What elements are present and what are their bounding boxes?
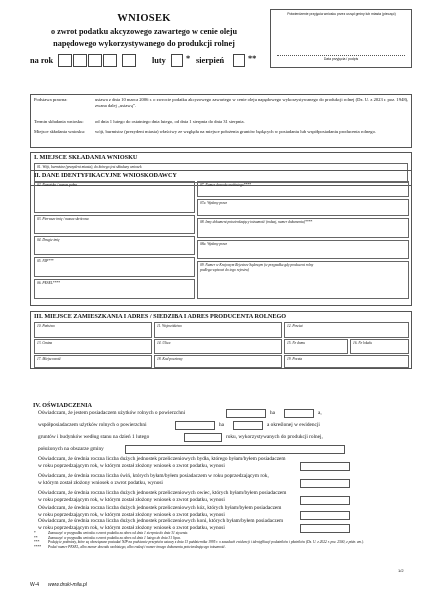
country-field[interactable] (34, 322, 152, 338)
year-digit-2[interactable] (73, 54, 87, 67)
decl-horses-line-1: Oświadczam, że średnia roczna liczba dużych jednostek przeliczeniowych koni, których byłam/byłem posiadaczem (38, 518, 284, 524)
footnote-mark: **** (34, 544, 42, 549)
cattle-count-input[interactable] (300, 462, 350, 471)
source-url: www.druki-mila.pl (48, 582, 87, 588)
locality-field[interactable] (34, 355, 152, 368)
section-1-title: I. MIEJSCE SKŁADANIA WNIOSKU (34, 154, 138, 161)
other-document-field[interactable] (197, 218, 409, 238)
krs-number-field[interactable] (197, 261, 409, 299)
decl-municipality-line: położonych na obszarze gminy (38, 446, 104, 452)
goats-count-input[interactable] (300, 511, 350, 520)
sheep-count-input[interactable] (300, 496, 350, 505)
surname-field[interactable] (34, 181, 195, 213)
decl-cattle-line-1: Oświadczam, że średnia roczna liczba dużych jednostek przeliczeniowych bydła, którego byłam/byłem posiadaczem (38, 456, 286, 462)
field-label: 02. Nazwisko / nazwa pełna (37, 183, 78, 187)
field-label: 01. Wójt, burmistrz (prezydent miasta), do którego jest składany wniosek (37, 165, 142, 169)
apartment-number-field[interactable] (350, 339, 409, 354)
footnote-text: Podają te podmioty, które są obowiązane posiadać NIP na podstawie przepisów ustawy z dnia 13 października 1995 r. o zasadach ewidencji i identyfikacji podatników i płatników (Dz. U. z 2022 r. poz. 2500, z późn. zm.). (48, 540, 365, 545)
na-rok-label: na rok (30, 56, 54, 65)
field-label: 12. Powiat (287, 324, 303, 328)
form-code: W-4 (30, 582, 40, 588)
field-label: 08a. Wydany przez (200, 242, 227, 246)
registration-stamp-box[interactable] (270, 9, 412, 68)
footnotes (34, 531, 406, 549)
luty-checkbox[interactable] (171, 54, 183, 67)
year-extra-box[interactable] (122, 54, 136, 67)
footnote-mark: ** (34, 535, 38, 540)
field-label: 07. Numer dowodu osobistego**** (200, 183, 251, 187)
unit-a-registry: a określonej w ewidencji (267, 422, 320, 428)
basis-value: od dnia 1 lutego do ostatniego dnia lutego, od dnia 1 sierpnia do dnia 31 sierpnia. (95, 119, 245, 124)
field-label: 03. Pierwsze imię / nazwa skrócona (37, 217, 89, 221)
unit-ha: ha (219, 422, 224, 428)
decl-pigs-line-2: w którym został złożony wniosek o zwrot podatku, wynosi (38, 480, 163, 486)
coowner-hectares-input[interactable] (175, 421, 215, 430)
street-field[interactable] (154, 339, 282, 354)
unit-ha: ha (270, 410, 275, 416)
basis-value: wójt, burmistrz (prezydent miasta) właściwy ze względu na miejsce położenia gruntów będących w posiadaniu lub współposiadaniu producenta rolnego. (95, 129, 377, 134)
first-name-field[interactable] (34, 215, 195, 234)
decl-registry-date-line: gruntów i budynków według stanu na dzień 1 lutego (38, 434, 150, 440)
field-label: 13. Gmina (37, 341, 53, 345)
field-label: 17. Miejscowość (37, 357, 61, 361)
registry-year-input[interactable] (184, 433, 222, 442)
decl-registry-date-line-2: roku, wykorzystywanych do produkcji rolnej, (226, 434, 323, 440)
house-number-field[interactable] (284, 339, 348, 354)
year-digit-4[interactable] (103, 54, 117, 67)
sierpien-marker: ** (248, 54, 257, 63)
page-number: 1/2 (398, 568, 404, 573)
county-field[interactable] (284, 322, 409, 338)
voivodeship-field[interactable] (154, 322, 282, 338)
decl-sheep-line-2: w roku poprzedzającym rok, w którym został złożony wniosek o zwrot podatku, wynosi (38, 497, 225, 503)
postal-code-field[interactable] (154, 355, 282, 368)
field-label: 15. Nr domu (287, 341, 306, 345)
form-subtitle-2: napędowego wykorzystywanego do produkcji rolnej (53, 39, 235, 48)
decl-owner-line: Oświadczam, że jestem posiadaczem użytków rolnych o powierzchni (38, 410, 186, 416)
decl-sheep-line-1: Oświadczam, że średnia roczna liczba dużych jednostek przeliczeniowych owiec, których byłam/byłem posiadaczem (38, 490, 287, 496)
field-label-line-2: podlega wpisowi do tego rejestru) (200, 268, 249, 272)
form-header (28, 13, 260, 83)
registration-top-text: Potwierdzenie przyjęcia wniosku przez urząd gminy lub miasta (pieczęć) (287, 12, 396, 16)
field-label: 10. Państwo (37, 324, 55, 328)
luty-marker: * (186, 54, 191, 63)
decl-coowner-line: współposiadaczem użytków rolnych o powierzchni (38, 422, 147, 428)
field-label: 11. Województwo (157, 324, 182, 328)
id-issued-by-field[interactable] (197, 199, 409, 216)
field-label: 07a. Wydany przez (200, 201, 227, 205)
form-title: WNIOSEK (117, 13, 171, 24)
pesel-field[interactable] (34, 279, 195, 299)
decl-cattle-line-2: w roku poprzedzającym rok, w którym został złożony wniosek o zwrot podatku, wynosi (38, 463, 225, 469)
id-number-field[interactable] (197, 181, 409, 197)
section-address (30, 311, 412, 369)
year-digit-3[interactable] (88, 54, 102, 67)
footnote-mark: *** (34, 540, 40, 545)
legal-basis-table (30, 94, 412, 148)
footnote-text: Zaznaczyć w przypadku wniosku o zwrot podatku za okres od dnia 1 sierpnia do dnia 31 stycznia. (48, 531, 189, 535)
basis-label: Miejsce składania wniosku: (34, 129, 86, 134)
field-label: 08. Inny dokument potwierdzający tożsamość (rodzaj, numer dokumentu)**** (200, 220, 313, 224)
field-label: 18. Kod pocztowy (157, 357, 183, 361)
section-2-title: II. DANE IDENTYFIKACYJNE WNIOSKODAWCY (34, 172, 177, 179)
basis-label: Termin składania wniosku: (34, 119, 84, 124)
footnote-text: Podać numer PESEL, albo numer dowodu osobistego, albo rodzaj i numer innego dokumentu potwierdzającego tożsamość. (48, 544, 226, 549)
field-label: 16. Nr lokalu (353, 341, 373, 345)
registration-bottom-text: Data przyjęcia / podpis (277, 55, 405, 61)
municipality-input[interactable] (125, 445, 345, 454)
section-4-title: IV. OŚWIADCZENIA (33, 402, 93, 409)
footnote-mark: * (34, 531, 36, 535)
basis-value: ustawa z dnia 10 marca 2006 r. o zwrocie podatku akcyzowego zawartego w cenie oleju napędowego wykorzystywanego do produkcji rolnej (Dz. U. z 2023 r. poz. 1948), zwana dalej „ustawą”. (95, 97, 409, 108)
section-applicant-identification (30, 170, 412, 306)
municipality-field[interactable] (34, 339, 152, 354)
nip-field[interactable] (34, 257, 195, 277)
year-period-row (28, 55, 260, 69)
sierpien-checkbox[interactable] (233, 54, 245, 67)
decl-goats-line-1: Oświadczam, że średnia roczna liczba dużych jednostek przeliczeniowych kóz, których byłam/byłem posiadaczem (38, 505, 282, 511)
other-document-issued-by-field[interactable] (197, 240, 409, 259)
decl-goats-line-2: w roku poprzedzającym rok, w którym został złożony wniosek o zwrot podatku, wynosi (38, 512, 225, 518)
footnote-text: Zaznaczyć w przypadku wniosku o zwrot podatku za okres od dnia 1 lutego do dnia 31 lipca. (48, 535, 181, 540)
unit-a: a, (318, 410, 322, 416)
coowner-ares-input[interactable] (233, 421, 263, 430)
field-label: 05. NIP*** (37, 259, 54, 263)
owner-ares-input[interactable] (284, 409, 314, 418)
field-label: 14. Ulica (157, 341, 171, 345)
field-label: 19. Poczta (287, 357, 303, 361)
field-label: 06. PESEL**** (37, 281, 60, 285)
decl-pigs-line-1: Oświadczam, że średnia roczna liczba świń, których byłam/byłem posiadaczem w roku poprzedzającym rok, (38, 473, 269, 479)
owner-hectares-input[interactable] (226, 409, 266, 418)
basis-label: Podstawa prawna: (34, 97, 68, 102)
footnote (34, 545, 406, 550)
second-name-field[interactable] (34, 236, 195, 255)
luty-label: luty (152, 56, 166, 65)
post-office-field[interactable] (284, 355, 409, 368)
section-3-title: III. MIEJSCE ZAMIESZKANIA I ADRES / SIEDZIBA I ADRES PRODUCENTA ROLNEGO (34, 313, 287, 320)
form-subtitle-1: o zwrot podatku akcyzowego zawartego w cenie oleju (50, 27, 238, 36)
decl-horses-line-2: w roku poprzedzającym rok, w którym został złożony wniosek o zwrot podatku, wynosi (38, 525, 225, 531)
pigs-count-input[interactable] (300, 479, 350, 488)
year-digit-1[interactable] (58, 54, 72, 67)
field-label: 09. Numer w Krajowym Rejestrze Sądowym (w przypadku gdy producent rolny (200, 263, 314, 267)
field-label: 04. Drugie imię (37, 238, 60, 242)
sierpien-label: sierpień (196, 56, 225, 65)
